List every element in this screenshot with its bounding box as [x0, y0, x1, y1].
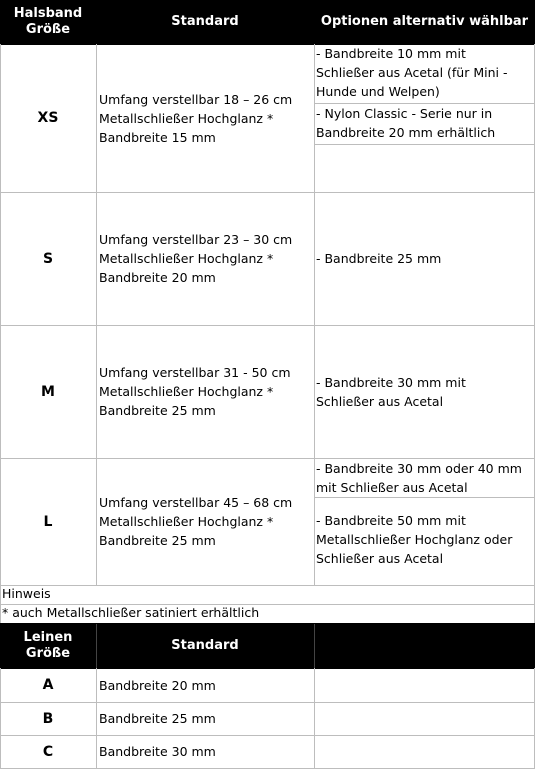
collar-standard-xs-line: Bandbreite 15 mm: [99, 129, 216, 145]
grid-line: [0, 702, 535, 703]
collar-standard-l-line: Metallschließer Hochglanz *: [99, 514, 274, 529]
leash-header-empty: [314, 624, 535, 668]
collar-option-xs-2: [314, 104, 535, 144]
collar-standard-xs-line: Metallschließer Hochglanz *: [99, 110, 274, 126]
collar-option-line: Schließer aus Acetal (für Mini -: [316, 65, 508, 80]
grid-line: [314, 103, 535, 104]
grid-line: [0, 768, 535, 769]
leash-standard-c: Bandbreite 30 mm: [99, 744, 216, 759]
collar-option-line: mit Schließer aus Acetal: [316, 480, 468, 495]
collar-size-l: L: [43, 513, 53, 530]
collar-option-line: Bandbreite 20 mm erhältlich: [316, 125, 496, 140]
collar-standard-l: [96, 458, 314, 585]
grid-line: [0, 604, 535, 605]
collar-header-options-label: Optionen alternativ wählbar: [320, 14, 529, 29]
note-title: Hinweis: [2, 586, 51, 601]
collar-option-line: - Bandbreite 50 mm mit: [316, 513, 466, 528]
leash-header-standard: [96, 624, 314, 668]
collar-standard-xs-line: Umfang verstellbar 18 – 26 cm: [99, 91, 293, 107]
collar-standard-s-line: Metallschließer Hochglanz *: [99, 251, 274, 266]
collar-header-size: [0, 0, 96, 44]
leash-size-c: C: [42, 743, 54, 760]
collar-standard-m-line: Umfang verstellbar 31 - 50 cm: [99, 365, 291, 380]
leash-header-size: [0, 624, 96, 668]
collar-option-l-1: [314, 459, 535, 497]
grid-line: [314, 497, 535, 498]
collar-standard-l-line: Umfang verstellbar 45 – 68 cm: [99, 495, 293, 510]
collar-header-standard-label: Standard: [171, 14, 239, 29]
collar-option-s: [314, 192, 535, 325]
collar-size-s: S: [42, 250, 54, 267]
grid-line: [96, 668, 97, 769]
leash-standard-a: Bandbreite 20 mm: [99, 677, 216, 693]
collar-option-line: - Bandbreite 25 mm: [316, 251, 442, 266]
collar-standard-m-line: Bandbreite 25 mm: [99, 403, 216, 418]
grid-line: [0, 192, 535, 193]
grid-line: [0, 44, 535, 45]
leash-size-b: B: [42, 710, 54, 727]
grid-line: [0, 735, 535, 736]
grid-line: [96, 624, 97, 668]
collar-option-line: Schließer aus Acetal: [316, 393, 444, 409]
collar-option-m: [314, 325, 535, 458]
grid-line: [96, 0, 97, 44]
collar-option-l-2: [314, 511, 535, 573]
collar-standard-l-line: Bandbreite 25 mm: [99, 533, 216, 548]
collar-option-xs-1: [314, 44, 535, 103]
leash-header-standard-label: Standard: [171, 638, 239, 653]
grid-line: [0, 623, 535, 624]
collar-standard-xs: [96, 44, 314, 192]
collar-standard-s-line: Bandbreite 20 mm: [99, 270, 216, 285]
grid-line: [314, 44, 315, 585]
collar-option-line: Hunde und Welpen): [316, 84, 440, 99]
collar-option-line: - Bandbreite 10 mm mit: [316, 46, 466, 61]
grid-line: [0, 585, 535, 586]
collar-standard-m-line: Metallschließer Hochglanz *: [99, 384, 274, 399]
collar-header-options: [314, 0, 535, 44]
grid-line: [314, 624, 315, 668]
grid-line: [314, 0, 315, 44]
leash-header-size-label: Leinen Größe: [23, 630, 73, 661]
leash-standard-b: Bandbreite 25 mm: [99, 711, 216, 726]
grid-line: [0, 585, 1, 623]
grid-line: [0, 668, 1, 769]
collar-size-xs: XS: [37, 110, 59, 126]
note-text: * auch Metallschließer satiniert erhältlich: [2, 605, 260, 620]
collar-option-line: - Bandbreite 30 mm mit: [316, 374, 466, 390]
grid-line: [0, 325, 535, 326]
collar-option-line: Metallschließer Hochglanz oder: [316, 532, 513, 547]
collar-header-size-label: Halsband Größe: [13, 6, 83, 37]
collar-option-line: Schließer aus Acetal: [316, 551, 444, 566]
grid-line: [0, 458, 535, 459]
collar-option-line: - Bandbreite 30 mm oder 40 mm: [316, 461, 522, 476]
grid-line: [0, 668, 535, 669]
collar-standard-s: [96, 192, 314, 325]
grid-line: [0, 44, 1, 585]
collar-option-line: - Nylon Classic - Serie nur in: [316, 106, 493, 121]
grid-line: [96, 44, 97, 585]
collar-standard-m: [96, 325, 314, 458]
collar-size-m: M: [41, 383, 55, 400]
grid-line: [314, 144, 535, 145]
collar-header-standard: [96, 0, 314, 44]
collar-standard-s-line: Umfang verstellbar 23 – 30 cm: [99, 232, 293, 247]
leash-size-a: A: [42, 677, 54, 693]
grid-line: [314, 668, 315, 769]
